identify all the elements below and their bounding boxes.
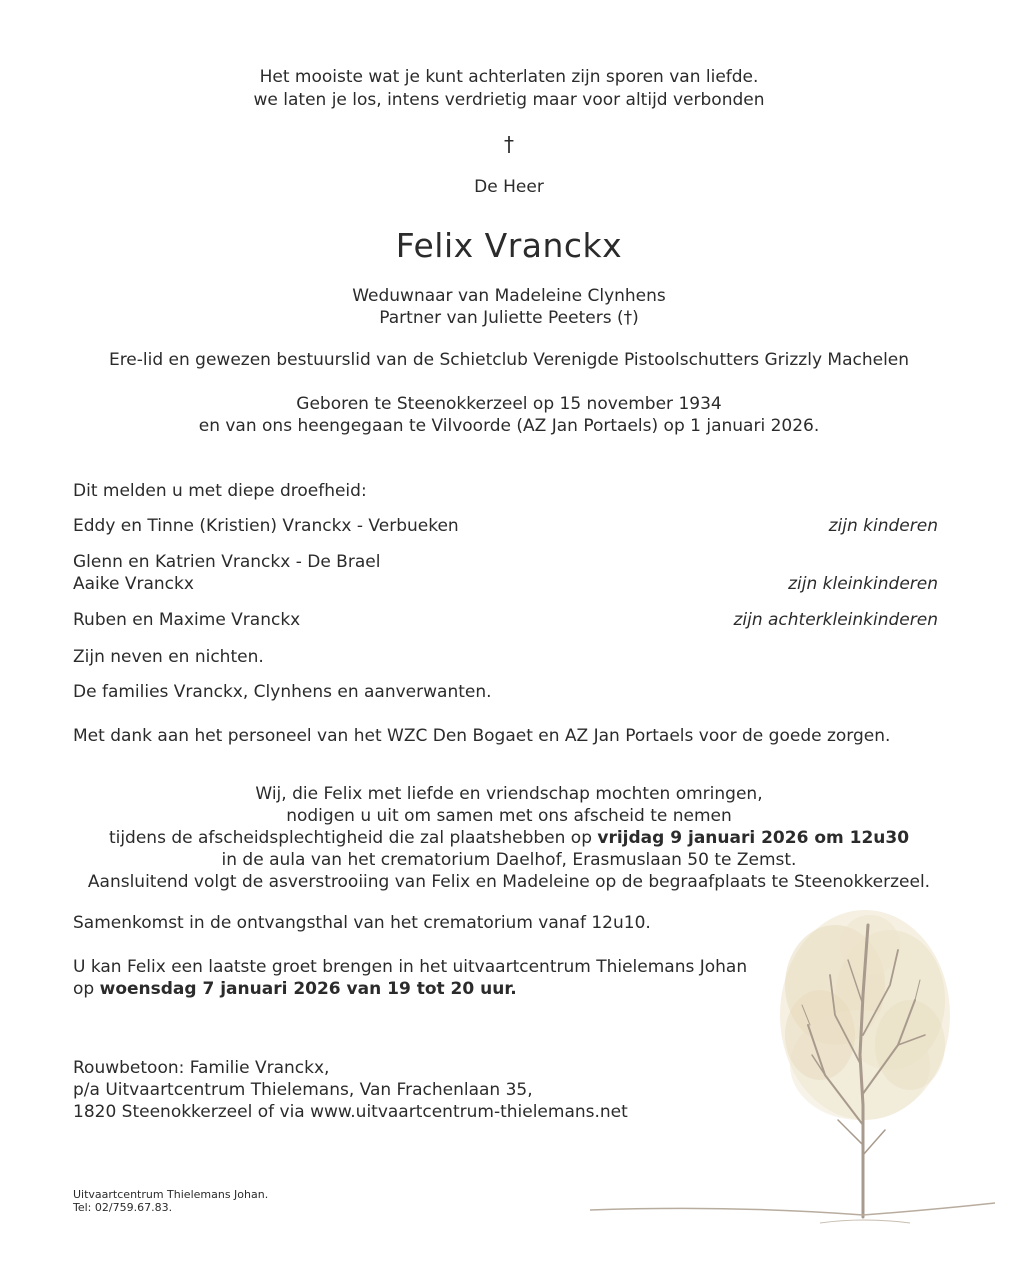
ceremony-line-4: in de aula van het crematorium Daelhof, Erasmuslaan 50 te Zemst. <box>221 850 797 870</box>
grandchildren-names-1: Glenn en Katrien Vranckx - De Brael <box>73 552 381 572</box>
visit-line-1: U kan Felix een laatste groet brengen in het uitvaartcentrum Thielemans Johan <box>73 957 748 977</box>
grandchildren-label: zijn kleinkinderen <box>788 574 938 594</box>
condolences-line-3: 1820 Steenokkerzeel of via www.uitvaartcentrum-thielemans.net <box>73 1102 628 1122</box>
ceremony-line-5: Aansluitend volgt de asverstrooiing van Felix en Madeleine op de begraafplaats te Steenokkerzeel. <box>87 872 931 892</box>
cross-symbol: † <box>504 132 514 156</box>
ceremony-line-1: Wij, die Felix met liefde en vriendschap mochten omringen, <box>255 784 763 804</box>
deceased-name: Felix Vranckx <box>395 226 623 265</box>
ceremony-line-3-text: tijdens de afscheidsplechtigheid die zal plaatshebben op <box>108 828 598 848</box>
ceremony-date: vrijdag 9 januari 2026 om 12u30 <box>597 828 910 848</box>
title-prefix: De Heer <box>474 177 544 197</box>
visit-line-2 <box>73 978 517 1000</box>
tree-illustration <box>580 905 1000 1245</box>
partner-line: Partner van Juliette Peeters (†) <box>379 308 639 328</box>
family-intro: Dit melden u met diepe droefheid: <box>73 481 367 501</box>
condolences-line-2: p/a Uitvaartcentrum Thielemans, Van Frachenlaan 35, <box>73 1080 533 1100</box>
children-label: zijn kinderen <box>828 516 938 536</box>
gathering-line: Samenkomst in de ontvangsthal van het crematorium vanaf 12u10. <box>73 913 651 933</box>
birth-line: Geboren te Steenokkerzeel op 15 november 1934 <box>296 394 722 414</box>
ceremony-line-2: nodigen u uit om samen met ons afscheid te nemen <box>286 806 732 826</box>
condolences-line-1: Rouwbetoon: Familie Vranckx, <box>73 1058 330 1078</box>
death-line: en van ons heengegaan te Vilvoorde (AZ Jan Portaels) op 1 januari 2026. <box>198 416 820 436</box>
nephews-line: Zijn neven en nichten. <box>73 647 264 667</box>
great-grandchildren-label: zijn achterkleinkinderen <box>733 610 938 630</box>
thanks-line: Met dank aan het personeel van het WZC Den Bogaet en AZ Jan Portaels voor de goede zorgen. <box>73 726 891 746</box>
widower-line: Weduwnaar van Madeleine Clynhens <box>352 286 666 306</box>
ground-line <box>590 1203 995 1215</box>
ground-shadow <box>820 1220 910 1223</box>
honorary-line: Ere-lid en gewezen bestuurslid van de Schietclub Verenigde Pistoolschutters Grizzly Machelen <box>108 350 910 370</box>
quote-line-2: we laten je los, intens verdrietig maar voor altijd verbonden <box>253 90 765 110</box>
ceremony-line-3 <box>0 827 1018 849</box>
great-grandchildren-names: Ruben en Maxime Vranckx <box>73 610 301 630</box>
visit-date: woensdag 7 januari 2026 van 19 tot 20 uur. <box>99 979 517 999</box>
visit-line-2-text: op <box>73 979 100 999</box>
footer-phone: Tel: 02/759.67.83. <box>73 1201 173 1214</box>
grandchildren-names-2: Aaike Vranckx <box>73 574 194 594</box>
quote-line-1: Het mooiste wat je kunt achterlaten zijn sporen van liefde. <box>259 67 759 87</box>
children-names: Eddy en Tinne (Kristien) Vranckx - Verbueken <box>73 516 459 536</box>
families-line: De families Vranckx, Clynhens en aanverwanten. <box>73 682 492 702</box>
footer-company: Uitvaartcentrum Thielemans Johan. <box>73 1188 269 1201</box>
